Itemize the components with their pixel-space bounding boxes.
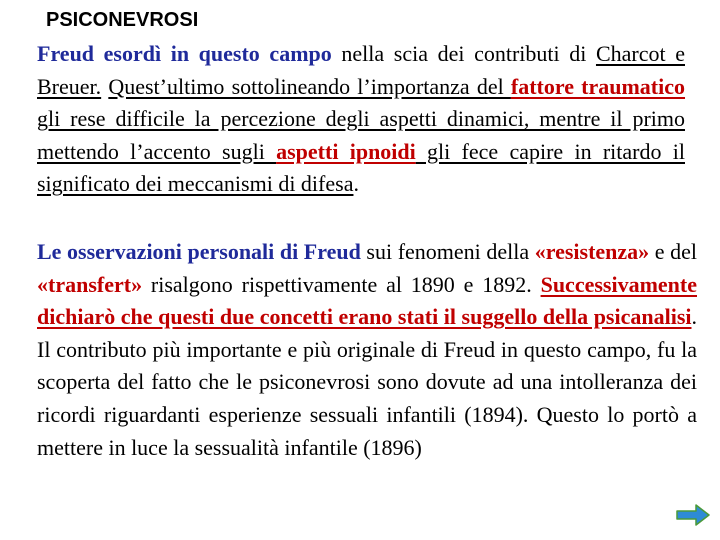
text-segment: sui fenomeni della	[360, 239, 535, 264]
suggello-psicanalisi-text: Successivamente dichiarò che questi due concetti erano stati il suggello della psicanalisi	[37, 271, 697, 330]
osservazioni-text: Le osservazioni personali di Freud	[37, 239, 361, 264]
fattore-traumatico-text: fattore traumatico	[510, 73, 686, 99]
meccanismi-difesa-text: gli fece capire in ritardo il significato dei meccanismi di difesa	[37, 138, 685, 197]
aspetti-ipnoidi-text: aspetti ipnoidi	[276, 138, 416, 164]
importanza-text: Quest’ultimo sottolineando l’importanza del	[108, 73, 511, 99]
contributo-text: . Il contributo più importante e più originale di Freud in questo campo, fu la scoperta del fatto che le psiconevrosi sono dovute ad una intolleranza dei ricordi riguardanti esperienze sessuali infantili (1894). Questo lo portò a mettere in luce la sessualità infantile (1896)	[37, 304, 697, 460]
text-segment: .	[353, 171, 359, 197]
transfert-text: «transfert»	[37, 271, 143, 297]
percezione-text: gli rese difficile la percezione degli aspetti dinamici, mentre il primo mettendo l’accento sugli	[37, 106, 685, 164]
text-segment: e del	[649, 239, 697, 264]
right-arrow-icon[interactable]	[676, 504, 710, 526]
resistenza-text: «resistenza»	[534, 239, 650, 264]
charcot-breuer-text: Charcot e Breuer.	[37, 41, 685, 99]
paragraph-osservazioni	[37, 236, 697, 464]
text-segment: risalgono rispettivamente al 1890 e 1892.	[142, 271, 541, 297]
paragraph-charcot-breuer	[37, 38, 685, 201]
text-segment: nella scia dei contributi di	[331, 41, 596, 66]
slide-title: PSICONEVROSI	[46, 9, 199, 31]
freud-intro-text: Freud esordì in questo campo	[37, 41, 332, 66]
